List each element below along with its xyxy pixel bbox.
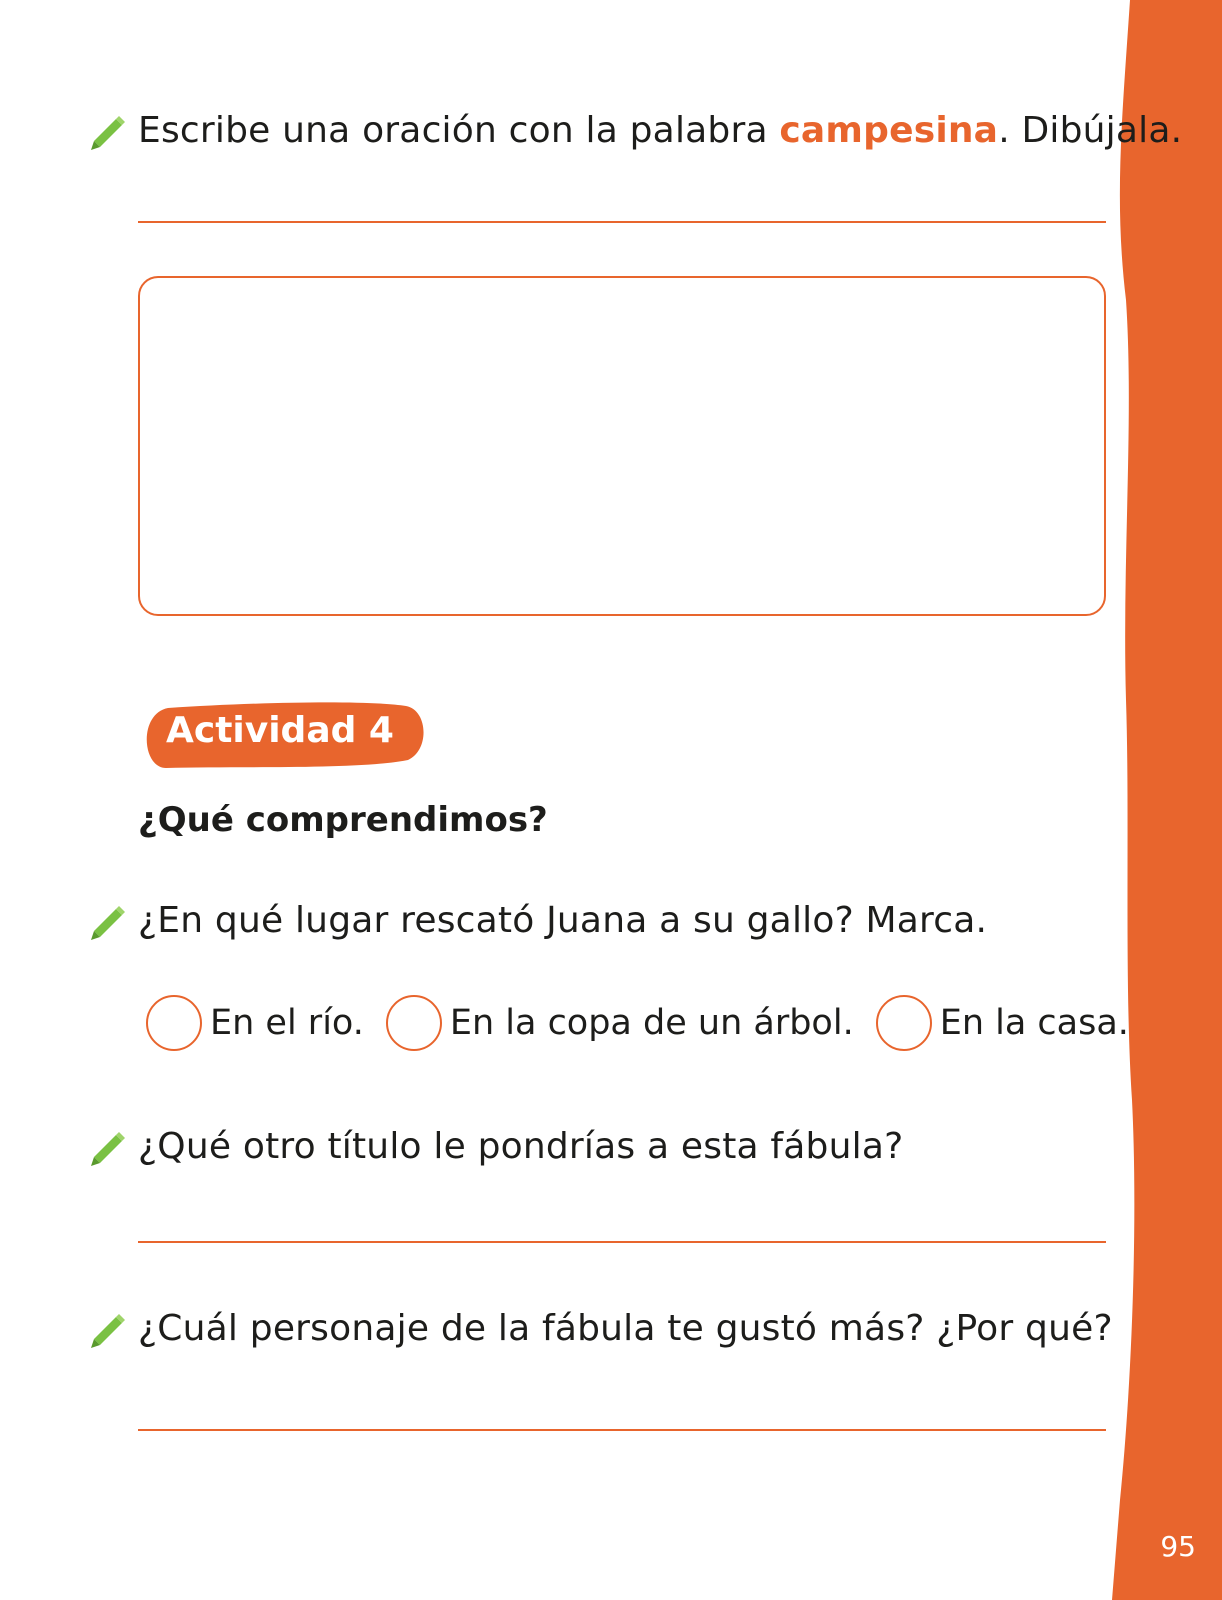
option-casa[interactable] (876, 995, 1129, 1051)
activity-label: Actividad 4 (166, 710, 394, 751)
option-label: En la copa de un árbol. (449, 1003, 854, 1043)
keyword-campesina: campesina (779, 110, 999, 151)
answer-line-sentence[interactable] (138, 221, 1106, 223)
activity-badge (138, 700, 428, 772)
pencil-icon (88, 111, 128, 151)
section-title: ¿Qué comprendimos? (138, 800, 548, 840)
question-lugar (88, 900, 987, 941)
option-arbol[interactable] (386, 995, 854, 1051)
question-personaje-text: ¿Cuál personaje de la fábula te gustó más? ¿Por qué? (138, 1308, 1113, 1349)
task-campesina (88, 110, 1182, 151)
option-label: En el río. (210, 1003, 364, 1043)
answer-line-titulo[interactable] (138, 1241, 1106, 1243)
radio-circle[interactable] (876, 995, 932, 1051)
option-label: En la casa. (939, 1003, 1129, 1043)
side-band (1112, 0, 1222, 1600)
radio-circle[interactable] (146, 995, 202, 1051)
answer-options (146, 995, 1151, 1051)
question-titulo-text: ¿Qué otro título le pondrías a esta fábula? (138, 1126, 904, 1167)
question-titulo (88, 1126, 903, 1167)
drawing-box[interactable] (138, 276, 1106, 616)
page-number: 95 (1160, 1530, 1196, 1563)
prompt-prefix: Escribe una oración con la palabra (138, 110, 780, 151)
question-personaje (88, 1308, 1113, 1349)
answer-line-personaje[interactable] (138, 1429, 1106, 1431)
task-campesina-text (138, 110, 1182, 151)
pencil-icon (88, 1127, 128, 1167)
prompt-suffix: . Dibújala. (998, 110, 1183, 151)
pencil-icon (88, 901, 128, 941)
pencil-icon (88, 1309, 128, 1349)
radio-circle[interactable] (386, 995, 442, 1051)
option-rio[interactable] (146, 995, 364, 1051)
question-lugar-text: ¿En qué lugar rescató Juana a su gallo? Marca. (138, 900, 988, 941)
